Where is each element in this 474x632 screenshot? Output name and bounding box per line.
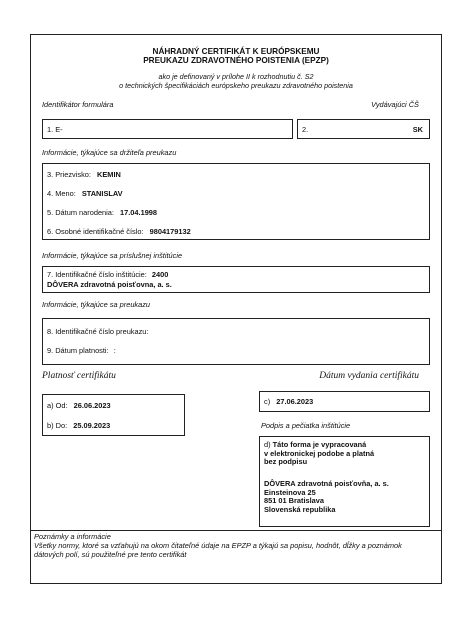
surname-row bbox=[47, 170, 121, 179]
valid-from-row bbox=[47, 401, 111, 410]
stamp-note bbox=[264, 441, 374, 467]
issuing-state-label: Vydávajúci ČŠ bbox=[371, 100, 419, 109]
name-row bbox=[47, 189, 123, 198]
form-title-line1: NÁHRADNÝ CERTIFIKÁT K EURÓPSKEMU bbox=[152, 47, 320, 56]
card-validity-label: 9. Dátum platnosti: bbox=[47, 346, 109, 355]
issuing-state-box bbox=[297, 119, 430, 139]
validity-heading: Platnosť certifikátu bbox=[42, 371, 116, 381]
issuing-state-number: 2. bbox=[302, 125, 309, 134]
notes-heading: Poznámky a informácie bbox=[34, 532, 111, 541]
valid-to-label: b) Do: bbox=[47, 421, 68, 430]
validity-box bbox=[42, 394, 185, 436]
certificate-form bbox=[30, 34, 442, 584]
address-line-3: 851 01 Bratislava bbox=[264, 496, 324, 506]
valid-to-value: 25.09.2023 bbox=[73, 421, 111, 430]
institution-id-row bbox=[47, 270, 168, 279]
card-box bbox=[42, 318, 430, 365]
holder-box bbox=[42, 163, 430, 240]
stamp-box bbox=[259, 436, 430, 527]
stamp-heading: Podpis a pečiatka inštitúcie bbox=[261, 421, 351, 430]
card-section-label: Informácie, týkajúce sa preukazu bbox=[42, 300, 151, 309]
notes-line2: dátových polí, sú použiteľné pre tento certifikát bbox=[34, 550, 187, 559]
issue-date-row bbox=[264, 397, 313, 406]
card-id-label: 8. Identifikačné číslo preukazu: bbox=[47, 327, 149, 336]
institution-id-label: 7. Identifikačné číslo inštitúcie: bbox=[47, 270, 147, 279]
issue-date-value: 27.06.2023 bbox=[276, 397, 314, 406]
institution-section-label: Informácie, týkajúce sa príslušnej inštitúcie bbox=[42, 251, 183, 260]
card-validity-row bbox=[47, 346, 116, 355]
name-value: STANISLAV bbox=[81, 189, 123, 198]
holder-section-label: Informácie, týkajúce sa držiteľa preukazu bbox=[42, 148, 177, 157]
name-label: 4. Meno: bbox=[47, 189, 76, 198]
institution-box bbox=[42, 266, 430, 293]
stamp-line-1: Táto forma je vypracovaná bbox=[272, 440, 367, 449]
address-line-4: Slovenská republika bbox=[264, 504, 336, 514]
institution-id-value: 2400 bbox=[151, 270, 169, 279]
surname-value: KEMIN bbox=[97, 170, 121, 179]
dob-value: 17.04.1998 bbox=[120, 208, 158, 217]
issue-date-heading: Dátum vydania certifikátu bbox=[319, 371, 419, 381]
dob-row bbox=[47, 208, 157, 217]
issue-date-box bbox=[259, 391, 430, 412]
institution-address bbox=[264, 480, 389, 514]
surname-label: 3. Priezvisko: bbox=[47, 170, 91, 179]
form-title-line2: PREUKAZU ZDRAVOTNÉHO POISTENIA (EPZP) bbox=[143, 56, 329, 65]
valid-from-label: a) Od: bbox=[47, 401, 68, 410]
card-validity-value: : bbox=[113, 346, 116, 355]
notes-line1: Všetky normy, ktoré sa vzťahujú na okom čitateľné údaje na EPZP a týkajú sa popisu, hodnôt, dĺžky a poznámok bbox=[34, 541, 402, 550]
pid-value: 9804179132 bbox=[149, 227, 191, 236]
valid-from-value: 26.06.2023 bbox=[73, 401, 111, 410]
form-subtitle-line1: ako je definovaný v prílohe II k rozhodnutiu č. S2 bbox=[158, 72, 314, 81]
dob-label: 5. Dátum narodenia: bbox=[47, 208, 114, 217]
issue-date-label: c) bbox=[264, 397, 271, 406]
pid-label: 6. Osobné identifikačné číslo: bbox=[47, 227, 144, 236]
address-line-2: Einsteinova 25 bbox=[264, 487, 316, 497]
stamp-line-2: v elektronickej podobe a platná bbox=[264, 448, 375, 458]
form-identifier-box bbox=[42, 119, 293, 139]
institution-name: DÔVERA zdravotná poisťovna, a. s. bbox=[47, 280, 172, 289]
stamp-line-3: bez podpisu bbox=[264, 457, 308, 467]
valid-to-row bbox=[47, 421, 110, 430]
form-subtitle-line2: o technických špecifikáciách európskeho preukazu zdravotného poistenia bbox=[119, 81, 353, 90]
pid-row bbox=[47, 227, 191, 236]
address-line-1: DÔVERA zdravotná poisťovňa, a. s. bbox=[264, 479, 389, 488]
form-identifier-field: 1. E- bbox=[47, 125, 63, 134]
issuing-state-value: SK bbox=[412, 125, 423, 134]
form-identifier-label: Identifikátor formulára bbox=[42, 100, 114, 109]
stamp-label: d) bbox=[264, 440, 271, 449]
